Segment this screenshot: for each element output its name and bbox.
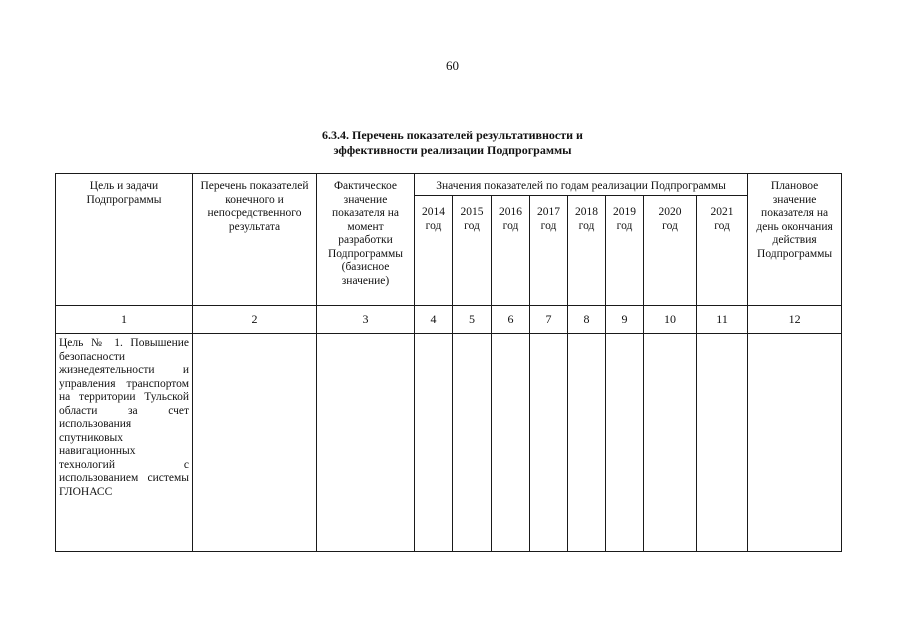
indicators-table (55, 173, 842, 552)
actual-value-cell (317, 334, 415, 552)
year-value-cell (415, 334, 453, 552)
column-number: 6 (492, 306, 530, 334)
year-unit: год (425, 219, 442, 232)
year-value-cell (453, 334, 492, 552)
year-value-cell (697, 334, 748, 552)
header-planned-value: Плановое значение показателя на день окончания действия Подпрограммы (748, 174, 842, 306)
column-number: 4 (415, 306, 453, 334)
year-value-cell (530, 334, 568, 552)
header-goal: Цель и задачи Подпрограммы (56, 174, 193, 306)
year-value-cell (492, 334, 530, 552)
year-value-cell (644, 334, 697, 552)
section-title-line-2: эффективности реализации Подпрограммы (333, 143, 572, 157)
year-unit: год (662, 219, 678, 232)
column-number: 3 (317, 306, 415, 334)
header-year-2016 (492, 196, 530, 306)
column-number: 10 (644, 306, 697, 334)
year-unit: год (464, 219, 480, 232)
header-year-2017 (530, 196, 568, 306)
header-year-2019 (606, 196, 644, 306)
year-unit: год (502, 219, 519, 232)
section-title (0, 128, 905, 158)
year-number: 2020 (658, 206, 682, 218)
year-number: 2014 (422, 206, 445, 218)
page-number: 60 (446, 58, 459, 73)
year-number: 2016 (499, 206, 522, 218)
year-unit: год (616, 219, 633, 232)
column-number-row (56, 306, 842, 334)
indicator-cell (193, 334, 317, 552)
header-year-2020 (644, 196, 697, 306)
column-number: 9 (606, 306, 644, 334)
header-row-1 (56, 174, 842, 196)
header-year-2021 (697, 196, 748, 306)
header-year-2014 (415, 196, 453, 306)
column-number: 11 (697, 306, 748, 334)
header-values-by-year: Значения показателей по годам реализации Подпрограммы (415, 174, 748, 196)
header-indicators: Перечень показателей конечного и непосредственного результата (193, 174, 317, 306)
header-actual-value: Фактическое значение показателя на момент разработки Подпрограммы (базисное значение) (317, 174, 415, 306)
year-value-cell (606, 334, 644, 552)
column-number: 8 (568, 306, 606, 334)
year-unit: год (578, 219, 595, 232)
section-title-line-1: 6.3.4. Перечень показателей результативности и (322, 128, 583, 142)
year-unit: год (540, 219, 557, 232)
column-number: 5 (453, 306, 492, 334)
year-number: 2017 (537, 206, 560, 218)
planned-value-cell (748, 334, 842, 552)
year-value-cell (568, 334, 606, 552)
column-number: 1 (56, 306, 193, 334)
column-number: 12 (748, 306, 842, 334)
year-unit: год (714, 219, 730, 232)
year-number: 2018 (575, 206, 598, 218)
goal-cell: Цель № 1. Повышение безопасности жизнедеятельности и управления транспортом на территории Тульской области за счет использования спутниковых навигационных технологий с использованием системы ГЛОНАСС (56, 334, 193, 552)
year-number: 2019 (613, 206, 636, 218)
header-year-2015 (453, 196, 492, 306)
column-number: 2 (193, 306, 317, 334)
column-number: 7 (530, 306, 568, 334)
header-year-2018 (568, 196, 606, 306)
year-number: 2021 (710, 206, 734, 218)
year-number: 2015 (460, 206, 484, 218)
table-row (56, 334, 842, 552)
